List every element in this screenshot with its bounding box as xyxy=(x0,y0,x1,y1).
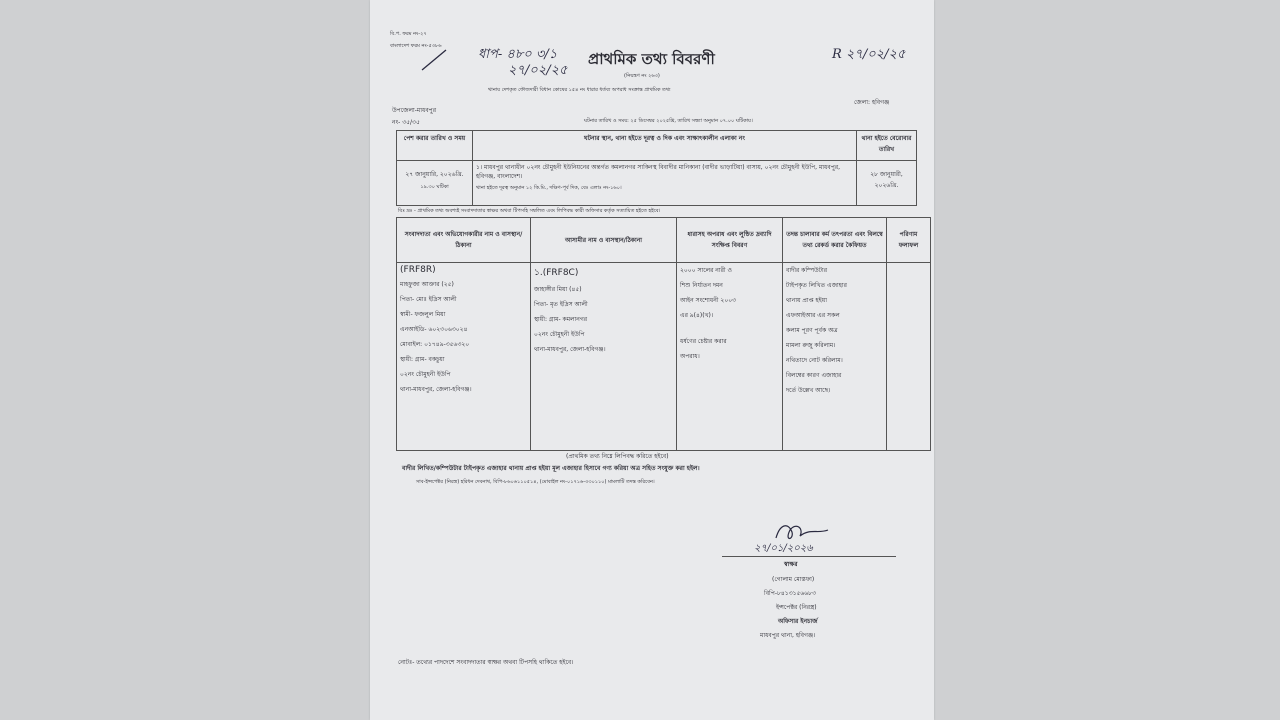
action-cell xyxy=(783,263,887,451)
officer-bp: বিপি-৮৪১৩১৫৬৬৮৩ xyxy=(764,590,816,597)
form-number-2: বাংলাদেশ ফরম নং-৫৩৮৬ xyxy=(390,43,442,49)
pen-stroke-icon xyxy=(420,44,450,74)
handwritten-initials: R ২৭/০২/২৫ xyxy=(832,47,906,62)
result-header: পরিণাম ফলাফল xyxy=(887,218,931,263)
offence-line-2: শিশু নির্যাতন দমন xyxy=(680,282,723,289)
complainant-cell xyxy=(397,263,531,451)
accused-union: ০২নং চৌমুহনী ইউপি xyxy=(534,331,585,338)
accused-thana: থানা-মাধবপুর, জেলা-হবিগঞ্জ। xyxy=(534,346,606,353)
form-number: বি.প. ফরম নং-২৭ xyxy=(390,31,427,37)
signature-line xyxy=(722,556,896,557)
complainant-header: সংবাদদাতা এবং অভিযোগকারীর নাম ও বাসস্থান/ঠিকানা xyxy=(397,218,531,263)
offence-line-3: আইন সংশোধনী ২০০৩ xyxy=(680,297,737,304)
sign-label: স্বাক্ষর xyxy=(784,561,798,568)
action-line-8: বিলম্বের কারণ এজাহার xyxy=(786,372,842,379)
action-line-7: নথিতাদে নোট করিলাম। xyxy=(786,357,843,364)
complainant-name: মাহফুজা আক্তার (২৫) xyxy=(400,281,454,288)
accused-father: পিতা- মৃত ইদ্রিস আলী xyxy=(534,301,588,308)
submission-date: ২৭ জানুয়ারি, ২০২৬খ্রি. xyxy=(405,171,464,178)
handwritten-reference-2: ২৭/০২/২৫ xyxy=(508,63,568,78)
handwritten-reference: ধাপ- ৪৮০ ৩/১ xyxy=(478,47,558,62)
accused-header: আসামীর নাম ও বাসস্থান/ঠিকানা xyxy=(531,218,677,263)
complainant-mobile: মোবাইল: ০১৭৪৯-৩৫৬৩২০ xyxy=(400,341,470,348)
below-table-note: (প্রাথমিক তথ্য নিম্নে লিপিবদ্ধ করিতে হইবে) xyxy=(566,453,669,460)
complainant-nid: এনআইডি- ৬০২৩০৬৩০২৪ xyxy=(400,326,468,333)
offence-header: ধারাসহ অপরাধ এবং লুন্ঠিত দ্রব্যাদি সংক্ষিপ্ত বিবরণ xyxy=(677,218,783,263)
accused-cell xyxy=(531,263,677,451)
officer-station: মাধবপুর থানা, হবিগঞ্জ। xyxy=(760,632,816,639)
departure-date: ২৮ জানুয়ারী, ২০২৬খ্রি. xyxy=(870,171,903,189)
document-page xyxy=(370,0,934,720)
offence-line-6: ধর্ষণের চেষ্টার করার xyxy=(680,338,727,345)
page-title: প্রাথমিক তথ্য বিবরণী xyxy=(588,50,715,68)
complainant-father: পিতা- মোঃ ইদ্রিস আলী xyxy=(400,296,457,303)
location-detail: ১। মাধবপুর থানাধীন ০২নং চৌমুহনী ইউনিয়নের অন্তর্গত কমলানগর সাকিনস্থ বিবাদীর মানিকানা (বাদীর ভাড়াটিয়া) বাসায়, ০২নং চৌমুহনী ইউপি, মাধবপুর, হবিগঞ্জ, বাংলাদেশ। xyxy=(476,164,841,180)
action-line-3: থানায় প্রাপ্ত হইয়া xyxy=(786,297,827,304)
district: জেলা: হবিগঞ্জ xyxy=(854,99,890,106)
officer-role: অফিসার ইনচার্জ xyxy=(778,618,818,625)
incident-datetime: ঘটনার তারিখ ও সময়: ২৫ ডিসেম্বর ২০২৫খ্রি, তারিখ সন্ধ্যা অনুমান ০৭.০০ ঘটিকায়। xyxy=(584,118,753,124)
statement-bold: বাদীর লিখিত/কম্পিউটার টাইপকৃত এজাহার থানায় প্রাপ্ত হইয়া মূল এজাহার হিসাবে গণ্য করিয়া অত্র সহিত সংযুক্ত করা হইল। xyxy=(402,465,700,472)
attestation-note: বিঃ দ্রঃ - প্রাথমিক তথ্য অবশ্যই সংবাদদাতার স্বাক্ষর অথবা টিপসহি সম্বলিত এবং লিপিবদ্ধ কারী অফিসার কর্তৃক সত্যায়িত হইতে হইবে। xyxy=(398,208,661,214)
offence-line-5 xyxy=(680,325,779,332)
officer-name: (গোলাম মোস্তফা) xyxy=(772,576,815,583)
form-control-note: (নিয়ন্ত্রণ নং ২৬৩) xyxy=(624,73,660,79)
action-line-1: বাদীর কম্পিউটার xyxy=(786,267,828,274)
departure-date-header: থানা হইতে বেরোবার তারিখ xyxy=(857,131,917,161)
location-header: ঘটনার স্থান, থানা হইতে দূরত্ব ও দিক এবং সাক্ষাৎকালীন এলাকা নং xyxy=(473,131,857,161)
action-line-6: মামলা রুজু করিলাম। xyxy=(786,342,836,349)
location-distance: থানা হইতে দূরত্ব অনুমান ১২ কি.মি., দক্ষিণ-পূর্ব দিক, বেঃ এলাঃ নং-১৬০। xyxy=(476,185,622,191)
offence-line-1: ২০০০ সালের নারী ও xyxy=(680,267,732,274)
case-number: নং- ৩৫/৩৫ xyxy=(392,119,420,126)
parties-table xyxy=(396,217,931,451)
complainant-union: ০২নং চৌমুহনী ইউপি xyxy=(400,371,451,378)
upazila: উপজেলা-মাধবপুর xyxy=(392,107,437,114)
action-header: তদন্ত চালাবার কর্ম তৎপরতা এবং বিলম্বে তথ্য রেকর্ড করার কৈফিয়ত xyxy=(783,218,887,263)
accused-village: স্থায়ী: গ্রাম- কমলানগর xyxy=(534,316,588,323)
location-cell xyxy=(473,161,857,206)
offence-line-7: অপরাধ। xyxy=(680,353,700,360)
submission-date-header: পেশ করার তারিখ ও সময় xyxy=(397,131,473,161)
complainant-thana: থানা-মাধবপুর, জেলা-হবিগঞ্জ। xyxy=(400,386,472,393)
officer-rank: ইন্সপেক্টর (নিরস্ত্র) xyxy=(776,604,817,611)
signature-date: ২৭/০১/২০২৬ xyxy=(754,543,813,554)
complainant-village: স্থায়ী: গ্রাম- বকচুয়া xyxy=(400,356,445,363)
footer-note: নোটঃ- তথ্যের পাদদেশে সংবাদদাতার স্বাক্ষর অথবা টিপসহি থাকিতে হইবে। xyxy=(398,659,574,666)
action-line-9: দর্তে উল্লেখ আছে। xyxy=(786,387,831,394)
incident-location-table xyxy=(396,130,917,206)
statement-investigator: সাব-ইন্সপেক্টর (নিরস্ত্র) হরিধন দেবনাথ, বিপি-৮৬০৬১১০৫১৪, (মোবাইল নং-০১৭১৬-৩৩০১১০) মামলাটি তদন্ত করিবেন। xyxy=(416,479,655,485)
accused-name: জাহাঙ্গীর মিয়া (৪৫) xyxy=(534,286,582,293)
submission-date-cell xyxy=(397,161,473,206)
submission-time: ১৯.৩০ ঘটিকা xyxy=(420,184,449,190)
complainant-code: (FRF8R) xyxy=(400,265,436,275)
offence-cell xyxy=(677,263,783,451)
result-cell xyxy=(887,263,931,451)
complainant-husband: স্বামী- ফজলুল মিয়া xyxy=(400,311,446,318)
action-line-2: টাইপকৃত লিখিত এজাহার xyxy=(786,282,847,289)
action-line-5: কলাম পূরণ পূর্বক অত্র xyxy=(786,327,838,334)
action-line-4: এফআইআর এর সকল xyxy=(786,312,840,319)
departure-date-cell xyxy=(857,161,917,206)
accused-code: ১.(FRF8C) xyxy=(534,268,579,278)
offence-line-4: এর ৯(৪)(খ)। xyxy=(680,312,714,319)
subtitle: থানায় দেশকৃত ফৌজদারী বিধান কোষের ১৫৪ নং ধারার ধর্তব্য অপরাধ সংক্রান্ত প্রাথমিক তথ্য xyxy=(488,87,671,93)
